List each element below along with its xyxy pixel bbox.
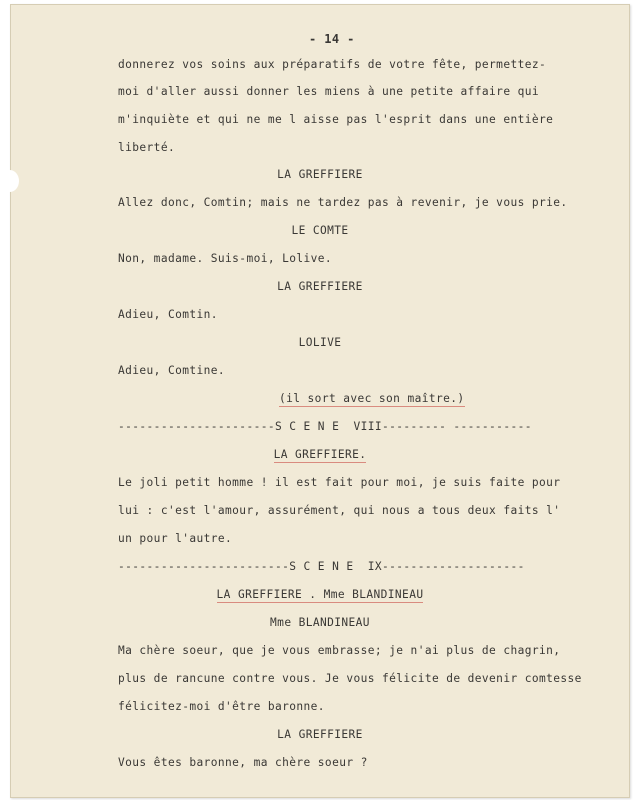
text-line: Adieu, Comtin. [118,308,218,321]
speaker-name: LA GREFFIERE [277,280,363,293]
scene-cast-text: LA GREFFIERE . Mme BLANDINEAU [216,588,424,601]
text-line: un pour l'autre. [118,532,233,545]
text-line: Ma chère soeur, que je vous embrasse; je n'ai plus de chagrin, [118,644,561,657]
scene-heading: ------------------------S C E N E IX-------------------- [118,560,525,573]
text-line: liberté. [118,141,176,154]
speaker-name: LE COMTE [291,224,349,237]
scene-cast [11,588,629,602]
text-line: Le joli petit homme ! il est fait pour moi, je suis faite pour [118,476,561,489]
speaker-name: Mme BLANDINEAU [270,616,370,629]
text-line: m'inquiète et qui ne me l aisse pas l'esprit dans une entière [118,113,554,126]
text-line: Non, madame. Suis-moi, Lolive. [118,252,333,265]
text-line: Allez donc, Comtin; mais ne tardez pas à revenir, je vous prie. [118,196,568,209]
page-number: - 14 - [309,32,355,46]
text-line: lui : c'est l'amour, assurément, qui nous a tous deux faits l' [118,504,561,517]
speaker-name: LOLIVE [298,336,342,349]
scene-heading: ----------------------S C E N E VIII--------- ----------- [118,420,532,433]
typescript-page [10,4,630,798]
stage-direction-text: (il sort avec son maître.) [279,392,465,405]
text-line: moi d'aller aussi donner les miens à une petite affaire qui [118,85,539,98]
text-line: félicitez-moi d'être baronne. [118,700,325,713]
stage-direction [279,392,465,406]
text-line: plus de rancune contre vous. Je vous félicite de devenir comtesse [118,672,582,685]
speaker-name: LA GREFFIERE [277,728,363,741]
speaker-name [11,448,629,462]
text-line: Adieu, Comtine. [118,364,226,377]
text-line: donnerez vos soins aux préparatifs de votre fête, permettez- [118,58,547,71]
text-line: Vous êtes baronne, ma chère soeur ? [118,756,368,769]
speaker-name-text: LA GREFFIERE. [273,448,367,461]
speaker-name: LA GREFFIERE [277,168,363,181]
